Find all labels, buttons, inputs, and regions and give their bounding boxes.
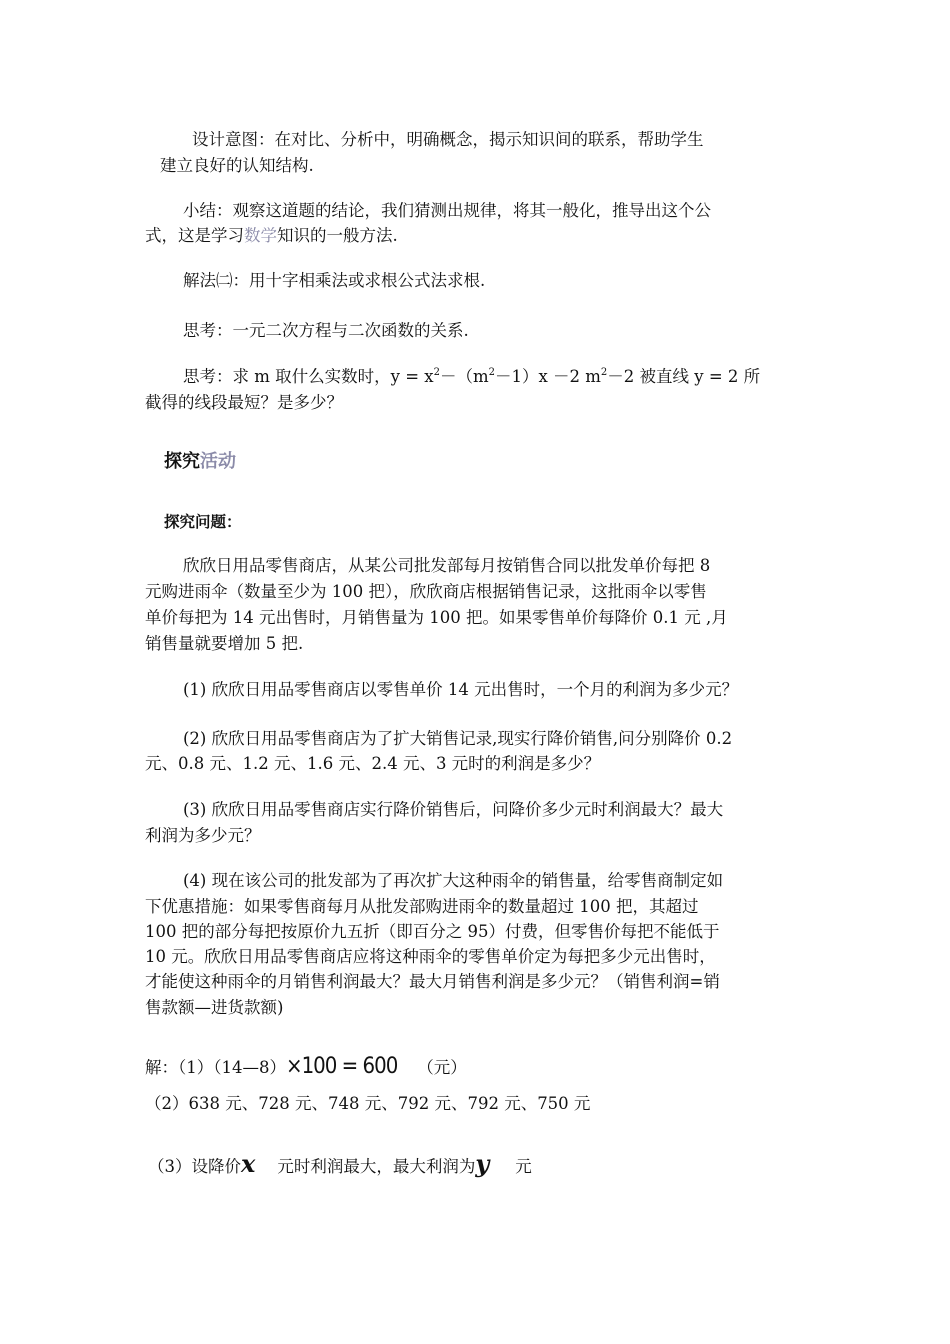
summary-line-1: 小结：观察这道题的结论，我们猜测出规律，将其一般化，推导出这个公 (183, 201, 711, 220)
question-4-line-4: 10 元。欣欣日用品零售商店应将这种雨伞的零售单价定为每把多少元出售时， (145, 947, 716, 966)
summary-line-2: 式，这是学习数学知识的一般方法. (145, 226, 398, 245)
section-heading: 探究活动 (164, 451, 236, 472)
design-intent-line-2: 建立良好的认知结构. (160, 156, 314, 175)
question-4-line-1: (4) 现在该公司的批发部为了再次扩大这种雨伞的销售量，给零售商制定如 (183, 871, 724, 890)
problem-line-4: 销售量就要增加 5 把. (145, 634, 304, 653)
question-2-line-1: (2) 欣欣日用品零售商店为了扩大销售记录,现实行降价销售,问分别降价 0.2 (183, 729, 733, 748)
problem-line-2: 元购进雨伞（数量至少为 100 把），欣欣商店根据销售记录，这批雨伞以零售 (145, 582, 707, 601)
think-two-line-2: 截得的线段最短？是多少？ (145, 393, 343, 412)
question-4-line-6: 售款额—进货款额) (145, 998, 284, 1017)
problem-line-1: 欣欣日用品零售商店，从某公司批发部每月按销售合同以批发单价每把 8 (183, 556, 711, 575)
answer-1: 解：（1）（14—8）×100 = 600 （元） (145, 1054, 467, 1079)
question-4-line-3: 100 把的部分每把按原价九五折（即百分之 95）付费，但零售价每把不能低于 (145, 922, 720, 941)
problem-line-3: 单价每把为 14 元出售时，月销售量为 100 把。如果零售单价每降价 0.1 元 ,月 (145, 608, 728, 627)
question-3-line-1: (3) 欣欣日用品零售商店实行降价销售后，问降价多少元时利润最大？最大 (183, 800, 724, 819)
answer-1-formula: ×100 = 600 (286, 1054, 398, 1079)
variable-x: x (241, 1149, 256, 1178)
question-2-line-2: 元、0.8 元、1.2 元、1.6 元、2.4 元、3 元时的利润是多少？ (145, 754, 601, 773)
method-two: 解法㈡：用十字相乘法或求根公式法求根. (183, 271, 486, 290)
think-two-line-1: 思考：求 m 取什么实数时，$y = x^2-(m^2-1)x -2$ $m^2-2$ 被直线 y = 2 所 (183, 367, 761, 386)
question-3-line-2: 利润为多少元？ (145, 826, 261, 845)
question-4-line-5: 才能使这种雨伞的月销售利润最大？最大月销售利润是多少元？（销售利润=销 (145, 972, 720, 991)
question-1: (1) 欣欣日用品零售商店以零售单价 14 元出售时，一个月的利润为多少元？ (183, 680, 739, 699)
problem-heading: 探究问题： (164, 513, 242, 531)
answer-3: （3）设降价x 元时利润最大，最大利润为y 元 (148, 1149, 532, 1178)
question-4-line-2: 下优惠措施：如果零售商每月从批发部购进雨伞的数量超过 100 把，其超过 (145, 897, 699, 916)
variable-y: y (475, 1149, 490, 1178)
design-intent-line-1: 设计意图：在对比、分析中，明确概念，揭示知识间的联系，帮助学生 (192, 130, 704, 149)
think-one: 思考：一元二次方程与二次函数的关系. (183, 321, 469, 340)
math-highlight: 数学 (244, 226, 277, 245)
answer-2: （2）638 元、728 元、748 元、792 元、792 元、750 元 (145, 1094, 591, 1113)
